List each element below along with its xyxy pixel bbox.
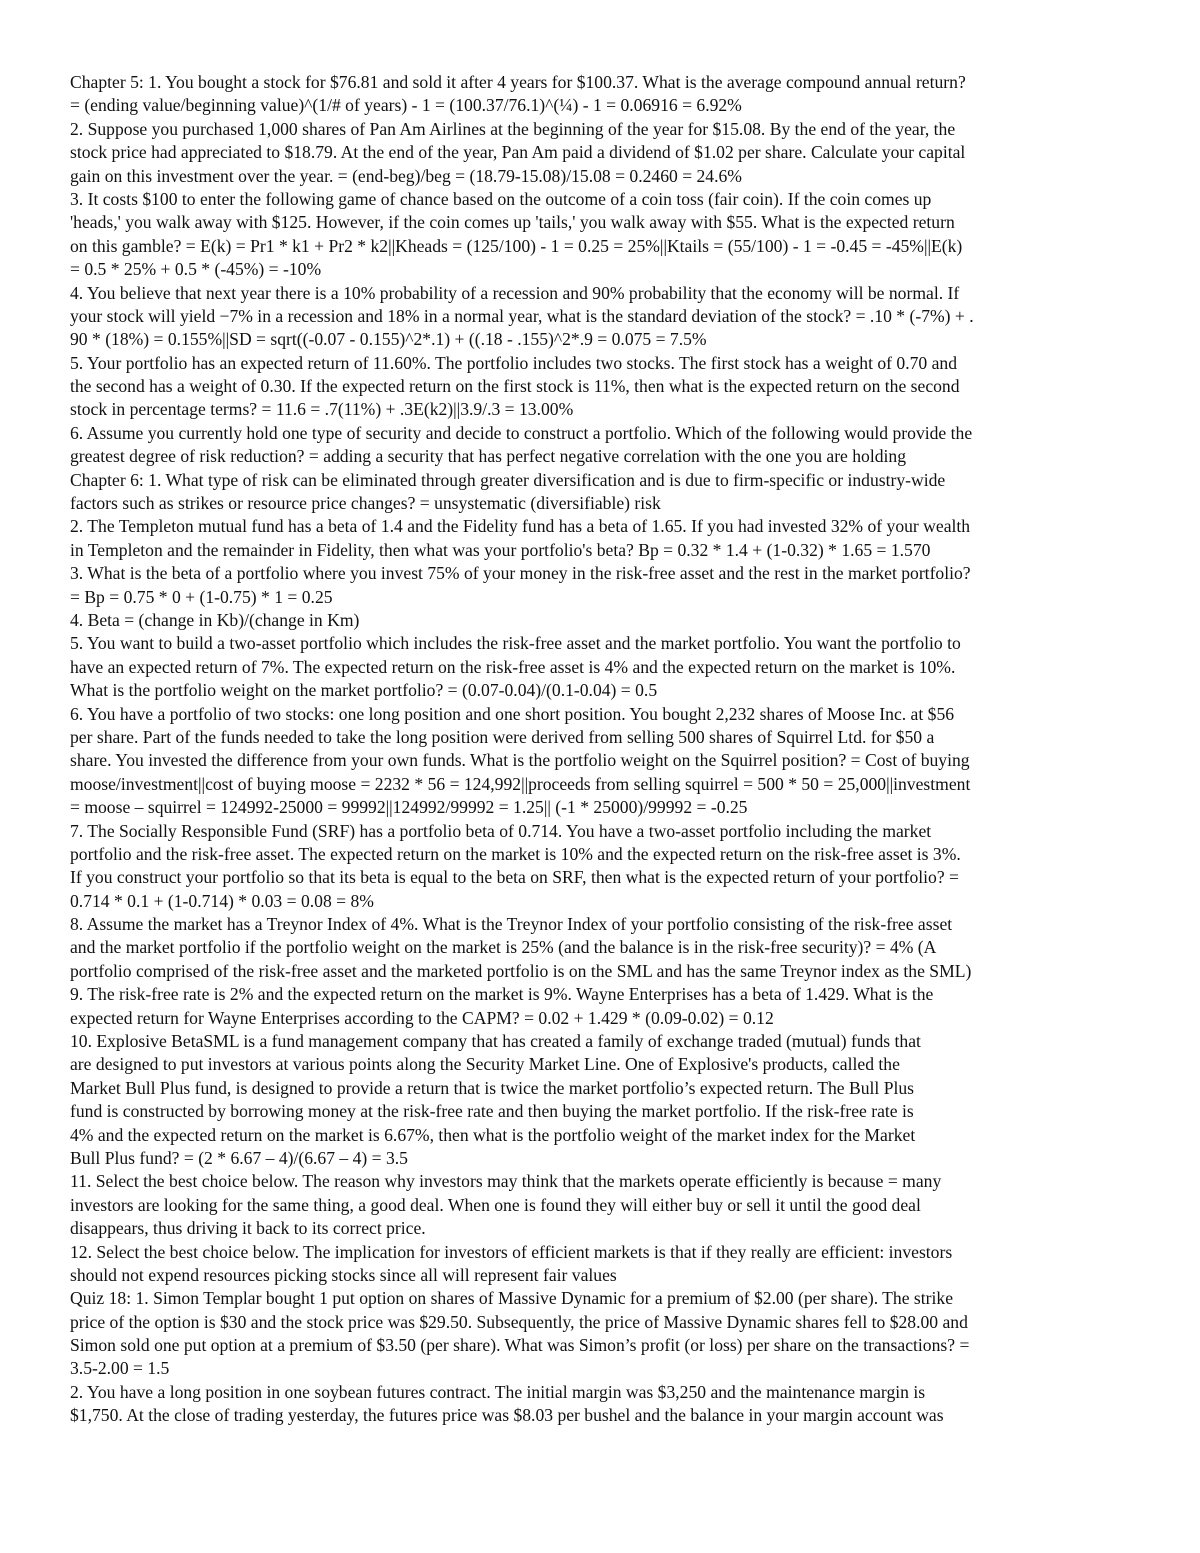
document-text-line: in Templeton and the remainder in Fidelity, then what was your portfolio's beta? Bp = 0.32 * 1.4 + (1-0.32) * 1.65 = 1.570	[70, 539, 931, 560]
document-text-line: factors such as strikes or resource price changes? = unsystematic (diversifiable) risk	[70, 493, 661, 514]
document-text-line: portfolio comprised of the risk-free asset and the marketed portfolio is on the SML and has the same Treynor index as the SML)	[70, 960, 972, 981]
document-text-line: disappears, thus driving it back to its correct price.	[70, 1218, 426, 1239]
document-text-line: = (ending value/beginning value)^(1/# of years) - 1 = (100.37/76.1)^(¼) - 1 = 0.06916 = 6.92%	[70, 95, 742, 116]
document-text-line: expected return for Wayne Enterprises according to the CAPM? = 0.02 + 1.429 * (0.09-0.02) = 0.12	[70, 1007, 774, 1028]
document-text-line: 6. You have a portfolio of two stocks: one long position and one short position. You bought 2,232 shares of Moose Inc. at $56	[70, 703, 955, 724]
document-text-line: moose/investment||cost of buying moose = 2232 * 56 = 124,992||proceeds from selling squirrel = 500 * 50 = 25,000||investment	[70, 773, 971, 794]
document-text-line: 3.5-2.00 = 1.5	[70, 1358, 170, 1379]
document-text-line: 0.714 * 0.1 + (1-0.714) * 0.03 = 0.08 = 8%	[70, 890, 374, 911]
document-text-line: $1,750. At the close of trading yesterday, the futures price was $8.03 per bushel and the balance in your margin account was	[70, 1405, 944, 1426]
document-text-line: Chapter 5: 1. You bought a stock for $76.81 and sold it after 4 years for $100.37. What is the average compound annual return?	[70, 72, 966, 92]
document-text-line: have an expected return of 7%. The expected return on the risk-free asset is 4% and the expected return on the market is 10%.	[70, 656, 956, 677]
document-text-line: Quiz 18: 1. Simon Templar bought 1 put option on shares of Massive Dynamic for a premium of $2.00 (per share). The strike	[70, 1288, 954, 1309]
document-text-line: share. You invested the difference from your own funds. What is the portfolio weight on the Squirrel position? = Cost of buying	[70, 750, 970, 771]
document-text-line: portfolio and the risk-free asset. The expected return on the market is 10% and the expected return on the risk-free asset is 3%.	[70, 843, 961, 864]
document-text-line: = 0.5 * 25% + 0.5 * (-45%) = -10%	[70, 259, 322, 280]
document-text-line: stock in percentage terms? = 11.6 = .7(11%) + .3E(k2)||3.9/.3 = 13.00%	[70, 399, 574, 420]
document-text-line: Simon sold one put option at a premium of $3.50 (per share). What was Simon’s profit (or loss) per share on the transactions? =	[70, 1335, 970, 1356]
document-text-line: Chapter 6: 1. What type of risk can be eliminated through greater diversification and is due to firm-specific or industry-wide	[70, 469, 946, 490]
document-text-line: 'heads,' you walk away with $125. However, if the coin comes up 'tails,' you walk away with $55. What is the expected return	[70, 212, 955, 233]
document-text-line: and the market portfolio if the portfolio weight on the market is 25% (and the balance is in the risk-free security)? = 4% (A	[70, 937, 937, 958]
document-text-line: 3. What is the beta of a portfolio where you invest 75% of your money in the risk-free asset and the rest in the market portfolio?	[70, 563, 971, 584]
document-text-line: gain on this investment over the year. = (end-beg)/beg = (18.79-15.08)/15.08 = 0.2460 = 24.6%	[70, 165, 742, 186]
document-text-line: = Bp = 0.75 * 0 + (1-0.75) * 1 = 0.25	[70, 586, 333, 607]
document-text-line: 3. It costs $100 to enter the following game of chance based on the outcome of a coin toss (fair coin). If the coin comes up	[70, 188, 932, 209]
document-text-line: 4% and the expected return on the market is 6.67%, then what is the portfolio weight of the market index for the Market	[70, 1124, 916, 1145]
document-text-line: = moose – squirrel = 124992-25000 = 99992||124992/99992 = 1.25|| (-1 * 25000)/99992 = -0.25	[70, 797, 748, 818]
document-text-line: are designed to put investors at various points along the Security Market Line. One of Explosive's products, called the	[70, 1054, 900, 1075]
document-text-line: If you construct your portfolio so that its beta is equal to the beta on SRF, then what is the expected return of your portfolio? =	[70, 867, 959, 888]
document-page	[70, 71, 1132, 1428]
document-text-line: price of the option is $30 and the stock price was $29.50. Subsequently, the price of Massive Dynamic shares fell to $28.00 and	[70, 1311, 968, 1332]
document-text-line: fund is constructed by borrowing money at the risk-free rate and then buying the market portfolio. If the risk-free rate is	[70, 1101, 914, 1122]
document-text-line: 7. The Socially Responsible Fund (SRF) has a portfolio beta of 0.714. You have a two-asset portfolio including the market	[70, 820, 932, 841]
document-text-line: greatest degree of risk reduction? = adding a security that has perfect negative correlation with the one you are holding	[70, 446, 907, 467]
document-text-line: 2. Suppose you purchased 1,000 shares of Pan Am Airlines at the beginning of the year for $15.08. By the end of the year, the	[70, 118, 956, 139]
document-text-line: the second has a weight of 0.30. If the expected return on the first stock is 11%, then what is the expected return on the second	[70, 376, 960, 397]
document-text-line: your stock will yield −7% in a recession and 18% in a normal year, what is the standard deviation of the stock? = .10 * (-7%) + .	[70, 305, 974, 326]
document-text-line: 9. The risk-free rate is 2% and the expected return on the market is 9%. Wayne Enterprises has a beta of 1.429. What is the	[70, 984, 934, 1005]
document-text-line: stock price had appreciated to $18.79. At the end of the year, Pan Am paid a dividend of $1.02 per share. Calculate your capital	[70, 142, 966, 163]
document-text-line: 4. You believe that next year there is a 10% probability of a recession and 90% probability that the economy will be normal. If	[70, 282, 960, 303]
document-text-line: 2. You have a long position in one soybean futures contract. The initial margin was $3,250 and the maintenance margin is	[70, 1381, 926, 1402]
document-text-line: 2. The Templeton mutual fund has a beta of 1.4 and the Fidelity fund has a beta of 1.65. If you had invested 32% of your wealth	[70, 516, 971, 537]
document-text-line: should not expend resources picking stocks since all will represent fair values	[70, 1264, 617, 1285]
document-text-line: per share. Part of the funds needed to take the long position were derived from selling 500 shares of Squirrel Ltd. for $50 a	[70, 726, 935, 747]
document-text-line: 5. Your portfolio has an expected return of 11.60%. The portfolio includes two stocks. The first stock has a weight of 0.70 and	[70, 352, 958, 373]
document-text-line: Market Bull Plus fund, is designed to provide a return that is twice the market portfolio’s expected return. The Bull Plus	[70, 1077, 915, 1098]
document-text-line: on this gamble? = E(k) = Pr1 * k1 + Pr2 * k2||Kheads = (125/100) - 1 = 0.25 = 25%||Ktails = (55/100) - 1 = -0.45 = -45%||E(k)	[70, 235, 963, 256]
document-text-line: 11. Select the best choice below. The reason why investors may think that the markets operate efficiently is because = many	[70, 1171, 942, 1192]
document-text-line: 90 * (18%) = 0.155%||SD = sqrt((-0.07 - 0.155)^2*.1) + ((.18 - .155)^2*.9 = 0.075 = 7.5%	[70, 329, 707, 350]
document-text-line: investors are looking for the same thing, a good deal. When one is found they will either buy or sell it until the good deal	[70, 1194, 921, 1215]
document-text-line: Bull Plus fund? = (2 * 6.67 – 4)/(6.67 – 4) = 3.5	[70, 1147, 408, 1168]
document-text-line: 10. Explosive BetaSML is a fund management company that has created a family of exchange traded (mutual) funds that	[70, 1031, 921, 1052]
document-text-line: 8. Assume the market has a Treynor Index of 4%. What is the Treynor Index of your portfolio consisting of the risk-free asset	[70, 914, 953, 935]
document-text-line: What is the portfolio weight on the market portfolio? = (0.07-0.04)/(0.1-0.04) = 0.5	[70, 680, 658, 701]
document-text-line: 5. You want to build a two-asset portfolio which includes the risk-free asset and the market portfolio. You want the portfolio to	[70, 633, 961, 654]
document-text-line: 6. Assume you currently hold one type of security and decide to construct a portfolio. Which of the following would provide the	[70, 422, 973, 443]
document-text-line: 12. Select the best choice below. The implication for investors of efficient markets is that if they really are efficient: investors	[70, 1241, 953, 1262]
document-text-line: 4. Beta = (change in Kb)/(change in Km)	[70, 609, 360, 630]
